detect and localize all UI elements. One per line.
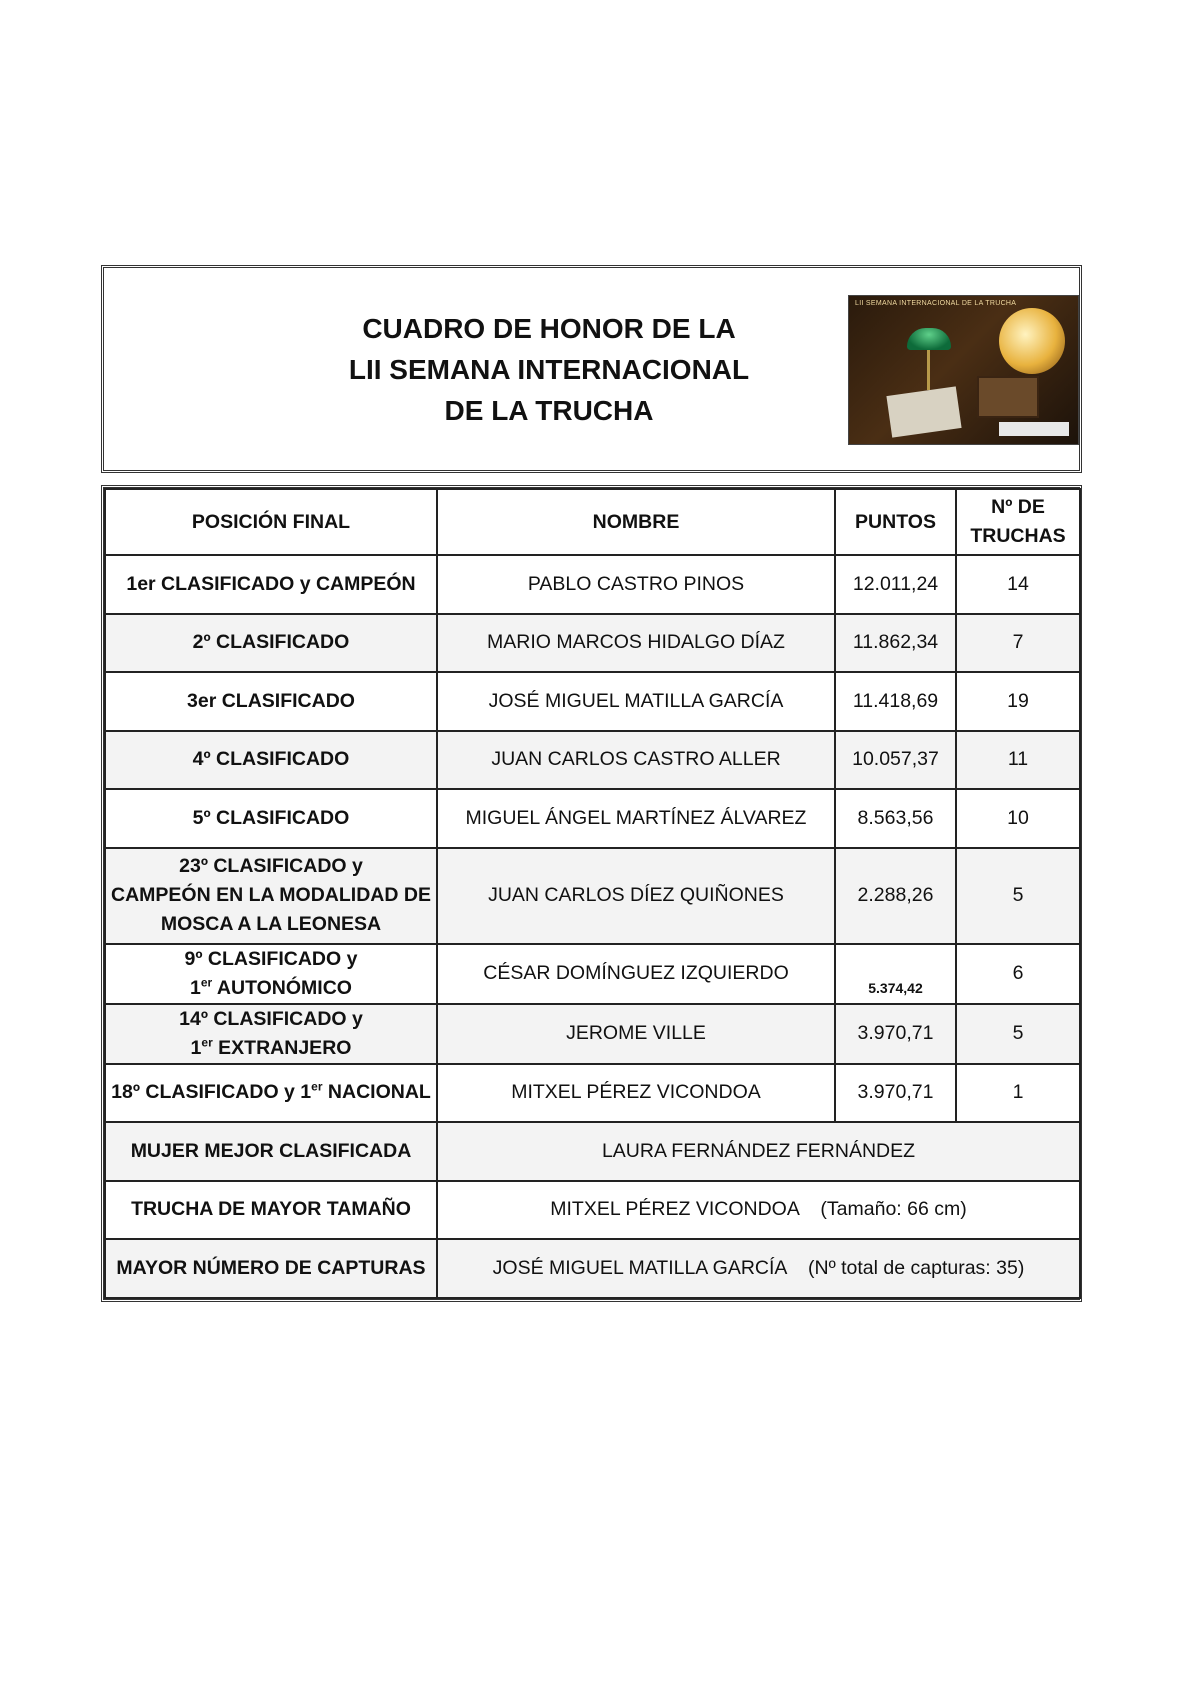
trout-cell: 7 <box>956 614 1080 673</box>
trout-cell: 6 <box>956 944 1080 1004</box>
trout-cell: 19 <box>956 672 1080 731</box>
col-header-position: POSICIÓN FINAL <box>105 489 437 555</box>
table-row <box>105 944 1080 1004</box>
lamp-icon <box>907 328 951 350</box>
name-cell: MARIO MARCOS HIDALGO DÍAZ <box>437 614 835 673</box>
position-cell <box>105 1064 437 1123</box>
ordinal-suffix: er <box>200 975 213 989</box>
table-row <box>105 614 1080 673</box>
poster-title: LII SEMANA INTERNACIONAL DE LA TRUCHA <box>855 300 1017 307</box>
table-row <box>105 731 1080 790</box>
position-cell <box>105 848 437 944</box>
fly-box-illustration <box>977 376 1039 418</box>
page-title <box>279 308 819 431</box>
title-line-1: CUADRO DE HONOR DE LA <box>362 313 736 344</box>
award-label: TRUCHA DE MAYOR TAMAÑO <box>105 1181 437 1240</box>
position-cell: 1er CLASIFICADO y CAMPEÓN <box>105 555 437 614</box>
position-cell <box>105 944 437 1004</box>
lamp-stem <box>927 350 930 390</box>
name-cell: MITXEL PÉREZ VICONDOA <box>437 1064 835 1123</box>
table-row <box>105 789 1080 848</box>
trout-cell: 11 <box>956 731 1080 790</box>
table-row <box>105 1064 1080 1123</box>
award-row <box>105 1181 1080 1240</box>
award-value: JOSÉ MIGUEL MATILLA GARCÍA (Nº total de capturas: 35) <box>437 1239 1080 1298</box>
position-rest: EXTRANJERO <box>212 1036 352 1059</box>
trout-cell: 5 <box>956 848 1080 944</box>
points-cell: 3.970,71 <box>835 1064 956 1123</box>
ordinal-suffix: er <box>201 1035 213 1049</box>
col-header-name: NOMBRE <box>437 489 835 555</box>
event-poster-image <box>848 295 1079 445</box>
position-line: 23º CLASIFICADO y <box>179 855 363 877</box>
ordinal-suffix: er <box>311 1079 323 1094</box>
position-line: 9º CLASIFICADO y <box>184 947 358 970</box>
award-value: MITXEL PÉREZ VICONDOA (Tamaño: 66 cm) <box>437 1181 1080 1240</box>
position-cell: 3er CLASIFICADO <box>105 672 437 731</box>
points-cell: 2.288,26 <box>835 848 956 944</box>
title-line-3: DE LA TRUCHA <box>444 395 654 426</box>
name-cell: JEROME VILLE <box>437 1004 835 1064</box>
position-cell <box>105 1004 437 1064</box>
table-row <box>105 1004 1080 1064</box>
table-row <box>105 672 1080 731</box>
position-rest: NACIONAL <box>322 1081 431 1104</box>
ordinal-number: 1 <box>190 1036 202 1059</box>
award-row <box>105 1239 1080 1298</box>
position-line: 14º CLASIFICADO y <box>179 1007 363 1030</box>
paper-illustration <box>886 386 961 437</box>
name-cell: PABLO CASTRO PINOS <box>437 555 835 614</box>
points-value: 5.374,42 <box>868 979 923 996</box>
position-cell: 5º CLASIFICADO <box>105 789 437 848</box>
name-cell: JUAN CARLOS CASTRO ALLER <box>437 731 835 790</box>
table-header-row <box>105 489 1080 555</box>
award-row <box>105 1122 1080 1181</box>
trout-cell: 14 <box>956 555 1080 614</box>
name-cell: JUAN CARLOS DÍEZ QUIÑONES <box>437 848 835 944</box>
points-cell: 8.563,56 <box>835 789 956 848</box>
position-prefix: 18º CLASIFICADO y 1 <box>111 1081 312 1104</box>
position-line: CAMPEÓN EN LA MODALIDAD DE <box>111 884 431 906</box>
honor-table <box>101 485 1082 1302</box>
position-cell: 2º CLASIFICADO <box>105 614 437 673</box>
header-box <box>101 265 1082 473</box>
col-header-points: PUNTOS <box>835 489 956 555</box>
award-value: LAURA FERNÁNDEZ FERNÁNDEZ <box>437 1122 1080 1181</box>
table-row <box>105 555 1080 614</box>
points-cell: 11.862,34 <box>835 614 956 673</box>
trout-cell: 1 <box>956 1064 1080 1123</box>
ordinal-number: 1 <box>190 976 201 999</box>
trout-cell: 5 <box>956 1004 1080 1064</box>
position-line <box>110 974 432 1003</box>
name-cell: JOSÉ MIGUEL MATILLA GARCÍA <box>437 672 835 731</box>
position-cell: 4º CLASIFICADO <box>105 731 437 790</box>
globe-icon <box>999 308 1065 374</box>
points-cell <box>835 944 956 1004</box>
award-label: MUJER MEJOR CLASIFICADA <box>105 1122 437 1181</box>
name-cell: CÉSAR DOMÍNGUEZ IZQUIERDO <box>437 944 835 1004</box>
col-header-trout: Nº DE TRUCHAS <box>956 489 1080 555</box>
trout-cell: 10 <box>956 789 1080 848</box>
points-cell: 11.418,69 <box>835 672 956 731</box>
table-row <box>105 848 1080 944</box>
points-cell: 3.970,71 <box>835 1004 956 1064</box>
sponsor-logos <box>999 422 1069 436</box>
position-rest: AUTONÓMICO <box>212 976 352 999</box>
award-label: MAYOR NÚMERO DE CAPTURAS <box>105 1239 437 1298</box>
title-line-2: LII SEMANA INTERNACIONAL <box>348 354 750 385</box>
name-cell: MIGUEL ÁNGEL MARTÍNEZ ÁLVAREZ <box>437 789 835 848</box>
points-cell: 10.057,37 <box>835 731 956 790</box>
position-line: MOSCA A LA LEONESA <box>160 913 382 935</box>
points-cell: 12.011,24 <box>835 555 956 614</box>
position-line <box>110 1034 432 1063</box>
